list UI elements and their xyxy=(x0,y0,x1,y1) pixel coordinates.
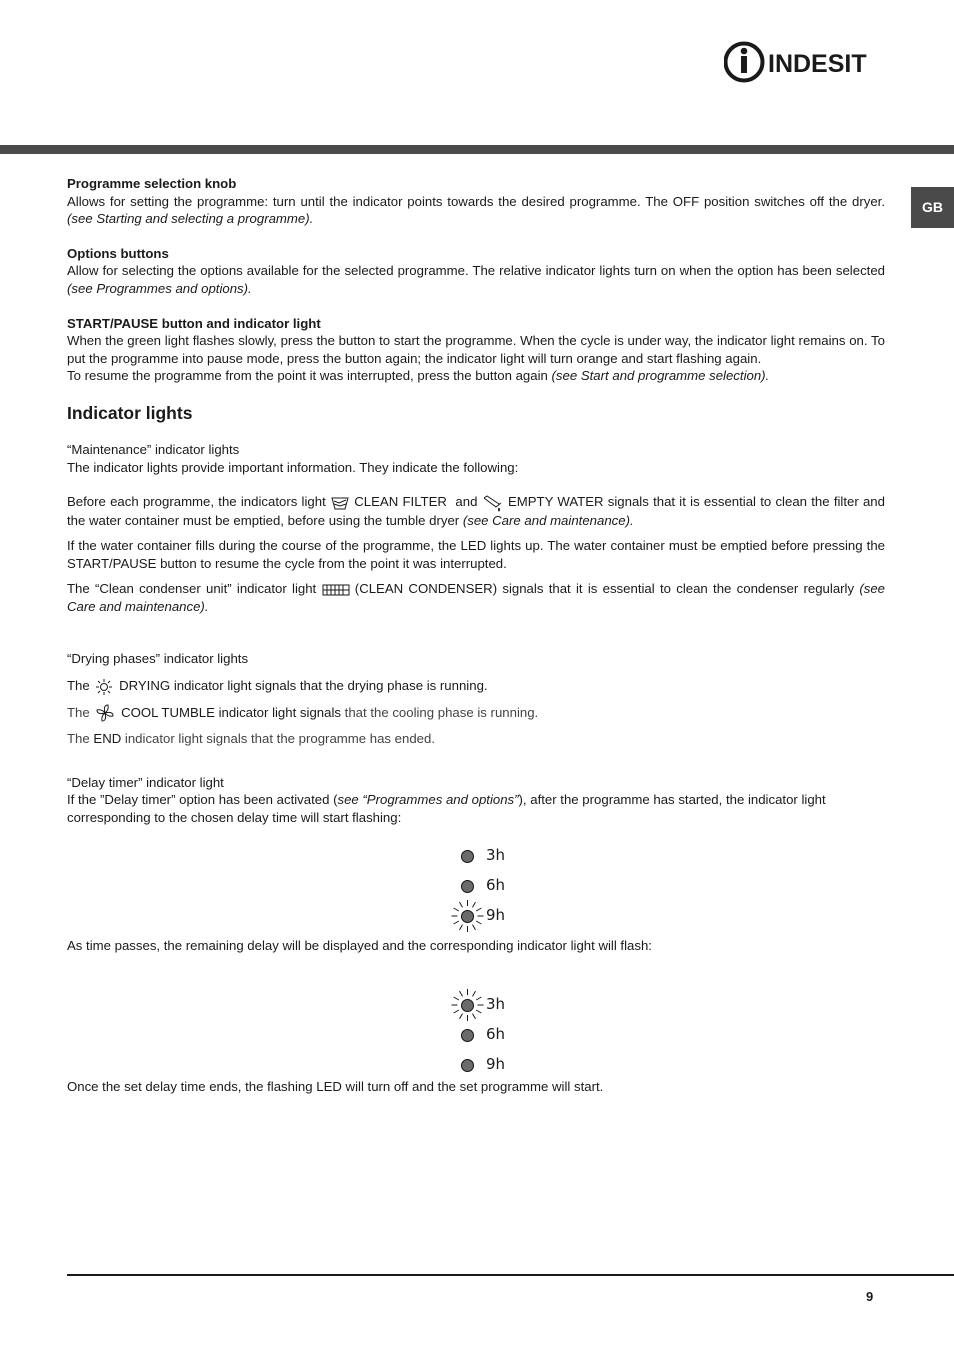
led xyxy=(461,1059,474,1072)
led xyxy=(461,1029,474,1042)
water-container-icon xyxy=(482,494,504,512)
delay-p2: As time passes, the remaining delay will be displayed and the corresponding indicator light will flash: xyxy=(67,938,652,953)
delay-p3: Once the set delay time ends, the flashing LED will turn off and the set programme will start. xyxy=(67,1079,604,1094)
cool-tumble-line: The COOL TUMBLE indicator light signals that the cooling phase is running. xyxy=(67,704,885,723)
delay-title: “Delay timer” indicator light xyxy=(67,774,224,790)
options-title: Options buttons xyxy=(67,245,169,261)
options-text: Allow for selecting the options available for the selected programme. The relative indicator lights turn on when the option has been selected (see Programmes and options). xyxy=(67,263,885,296)
fan-icon xyxy=(93,704,117,722)
timer-row-3h xyxy=(449,992,529,1022)
page-number: 9 xyxy=(866,1289,874,1304)
indesit-logo xyxy=(724,40,888,84)
drying-title: “Drying phases” indicator lights xyxy=(67,650,249,666)
filter-icon xyxy=(330,495,350,511)
timer-label: 3h xyxy=(486,995,506,1013)
timer-row-3h xyxy=(449,843,529,873)
led-flashing xyxy=(461,999,474,1012)
timer-label: 6h xyxy=(486,1025,506,1043)
timer-row-6h xyxy=(449,1022,529,1052)
delay-timer-diagram-1 xyxy=(449,843,529,933)
indicator-lights-heading: Indicator lights xyxy=(67,402,193,423)
maintenance-title: “Maintenance” indicator lights xyxy=(67,441,240,457)
maintenance-p2: If the water container fills during the course of the programme, the LED lights up. The water container must be emptied before pressing the START/PAUSE button to resume the cycle from the point it was interrupted. xyxy=(67,538,885,571)
start-title: START/PAUSE button and indicator light xyxy=(67,315,321,331)
maintenance-p1: Before each programme, the indicators light CLEAN FILTER and EMPTY WATER signals that it is essential to clean the filter and the water container must be emptied, before using the tumble dryer (see Care and maintenance). xyxy=(67,494,885,528)
end-line: The END indicator light signals that the programme has ended. xyxy=(67,731,436,747)
led xyxy=(461,850,474,863)
start-text-2: To resume the programme from the point it was interrupted, press the button again (see Start and programme selection). xyxy=(67,368,770,384)
brand-name: INDESIT xyxy=(768,50,867,78)
sun-drying-icon xyxy=(93,678,115,696)
start-text: When the green light flashes slowly, press the button to start the programme. When the cycle is under way, the indicator light remains on. To put the programme into pause mode, press the button again; the indicator light will turn orange and start flashing again. xyxy=(67,333,885,366)
delay-p1: If the ”Delay timer” option has been activated (see “Programmes and options”), after the programme has started, the indicator light corresponding to the chosen delay time will start flashing: xyxy=(67,792,826,826)
led xyxy=(461,880,474,893)
led-flashing xyxy=(461,910,474,923)
timer-label: 9h xyxy=(486,1055,506,1073)
delay-timer-diagram-2 xyxy=(449,992,529,1082)
condenser-icon xyxy=(322,583,350,597)
page-content xyxy=(67,175,885,827)
timer-label: 3h xyxy=(486,846,506,864)
maintenance-p3: The “Clean condenser unit” indicator light (CLEAN CONDENSER) signals that it is essential to clean the condenser regularly (see Care and maintenance). xyxy=(67,581,885,615)
header-bar xyxy=(0,145,954,154)
timer-label: 9h xyxy=(486,906,506,924)
maintenance-intro: The indicator lights provide important information. They indicate the following: xyxy=(67,459,519,475)
drying-line: The DRYING indicator light signals that the drying phase is running. xyxy=(67,677,885,696)
knob-text: Allows for setting the programme: turn until the indicator points towards the desired programme. The OFF position switches off the dryer. (see Starting and selecting a programme). xyxy=(67,193,885,227)
timer-label: 6h xyxy=(486,876,506,894)
knob-title: Programme selection knob xyxy=(67,176,237,191)
language-tab: GB xyxy=(911,187,954,228)
footer-rule xyxy=(67,1274,954,1276)
timer-row-9h xyxy=(449,903,529,933)
